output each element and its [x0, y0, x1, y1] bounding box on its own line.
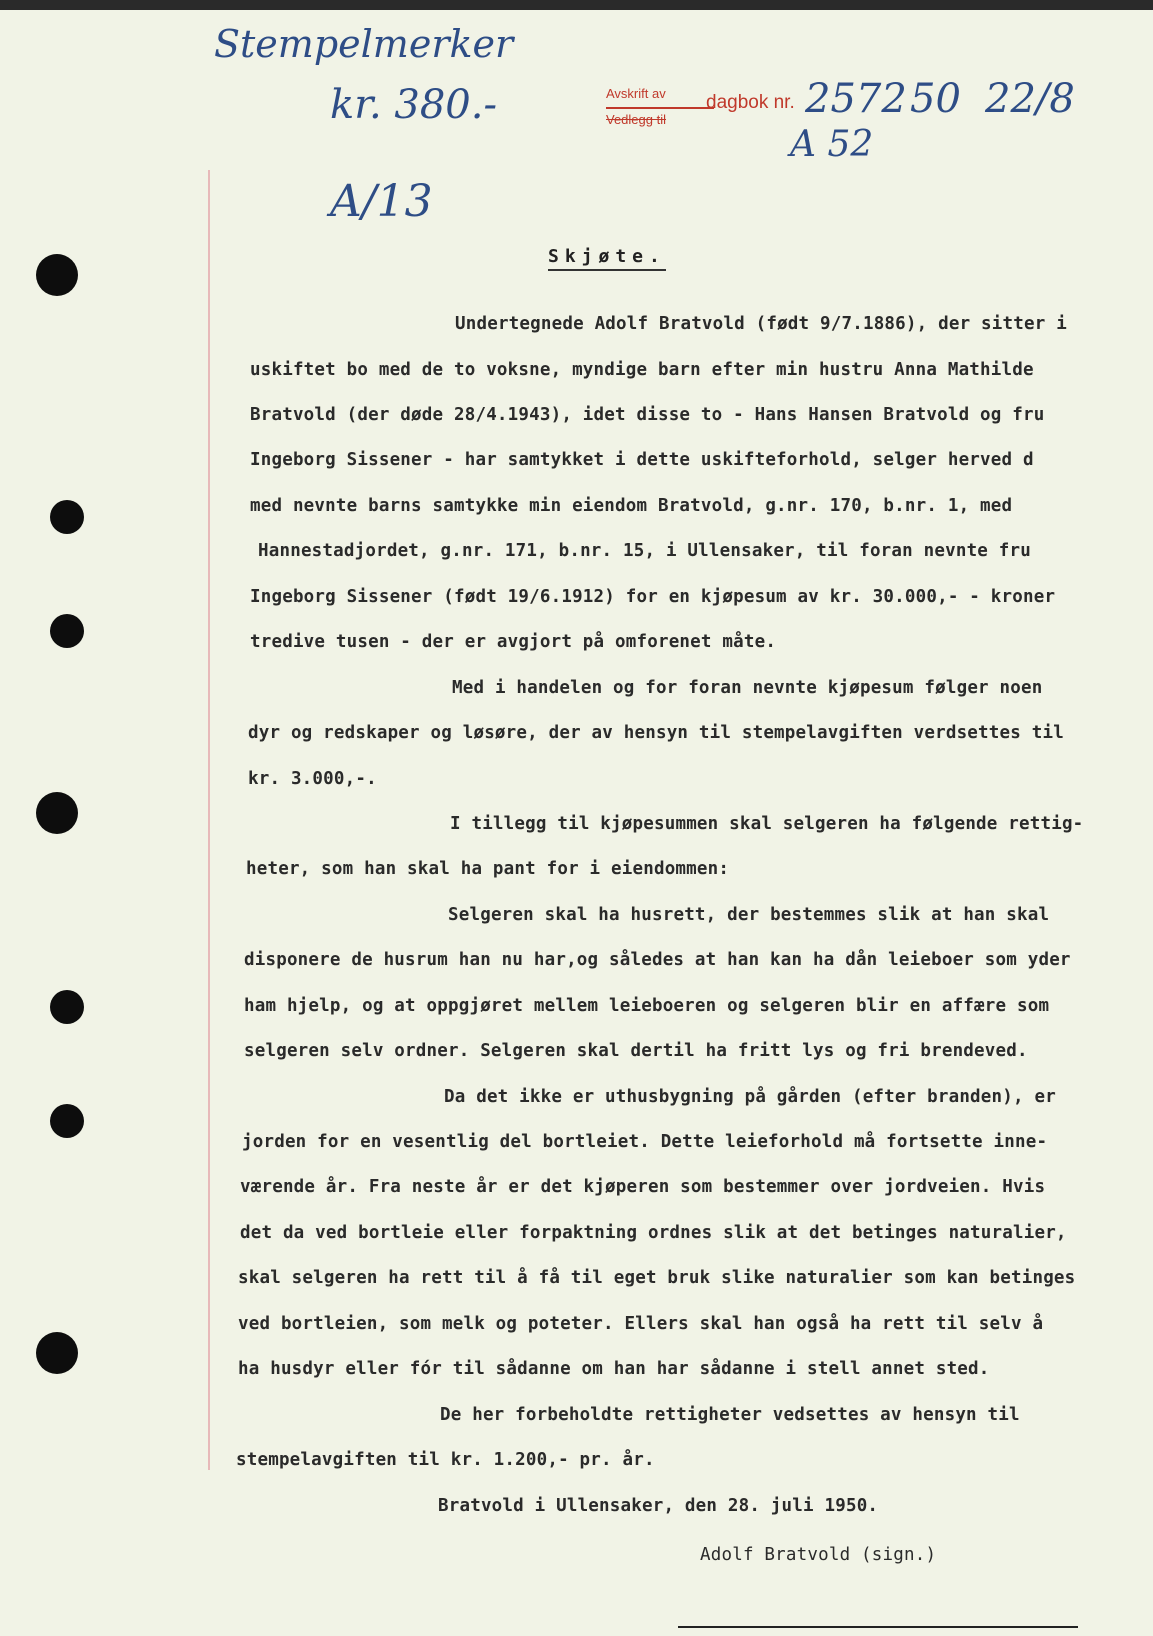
document-line: Selgeren skal ha husrett, der bestemmes slik at han skal — [448, 905, 1050, 925]
document-line: Med i handelen og for foran nevnte kjøpesum følger noen — [452, 678, 1043, 698]
document-line: med nevnte barns samtykke min eiendom Bratvold, g.nr. 170, b.nr. 1, med — [250, 496, 1013, 516]
punch-hole — [50, 614, 84, 648]
document-line: det da ved bortleie eller forpaktning ordnes slik at det betinges naturalier, — [240, 1223, 1067, 1243]
scan-edge — [0, 0, 1153, 10]
punch-hole — [36, 1332, 78, 1374]
document-line: Da det ikke er uthusbygning på gården (efter branden), er — [444, 1087, 1056, 1107]
punch-hole — [50, 990, 84, 1024]
document-line: ham hjelp, og at oppgjøret mellem leieboeren og selgeren blir en affære som — [244, 996, 1050, 1016]
document-line: Hannestadjordet, g.nr. 171, b.nr. 15, i Ullensaker, til foran nevnte fru — [258, 541, 1031, 561]
document-line: heter, som han skal ha pant for i eiendommen: — [246, 859, 730, 879]
document-line: ved bortleien, som melk og poteter. Ellers skal han også ha rett til selv å — [238, 1314, 1044, 1334]
document-line: værende år. Fra neste år er det kjøperen som bestemmer over jordveien. Hvis — [240, 1177, 1046, 1197]
handwritten-dagbok-date: 22/8 — [985, 76, 1075, 122]
signature-underline — [678, 1626, 1078, 1628]
stamp-dagbok-label: dagbok nr. — [706, 92, 795, 113]
punch-hole — [36, 792, 78, 834]
document-line: disponere de husrum han nu har,og således at han kan ha dån leieboer som yder — [244, 950, 1071, 970]
document-line: skal selgeren ha rett til å få til eget bruk slike naturalier som kan betinges — [238, 1268, 1076, 1288]
document-line: kr. 3.000,-. — [248, 769, 377, 789]
handwritten-amount: kr. 380.- — [330, 82, 497, 128]
handwritten-dagbok-number: 2572 — [805, 76, 907, 122]
document-line: I tillegg til kjøpesummen skal selgeren ha følgende rettig- — [450, 814, 1084, 834]
document-place-date: Bratvold i Ullensaker, den 28. juli 1950. — [438, 1496, 879, 1516]
document-line: ha husdyr eller fór til sådanne om han har sådanne i stell annet sted. — [238, 1359, 990, 1379]
document-line: Bratvold (der døde 28/4.1943), idet disse to - Hans Hansen Bratvold og fru — [250, 405, 1045, 425]
document-line: stempelavgiften til kr. 1.200,- pr. år. — [236, 1450, 655, 1470]
punch-hole — [50, 1104, 84, 1138]
margin-line — [208, 170, 210, 1470]
document-line: uskiftet bo med de to voksne, myndige barn efter min hustru Anna Mathilde — [250, 360, 1034, 380]
handwritten-dagbok-year: 50 — [910, 76, 961, 122]
document-signature: Adolf Bratvold (sign.) — [700, 1545, 937, 1565]
stamp-label-avskrift: Avskrift av — [606, 86, 666, 101]
handwritten-sub-number: A 52 — [790, 124, 874, 165]
handwritten-folio: A/13 — [330, 176, 433, 227]
stamp-label-vedlegg: Vedlegg til — [606, 112, 666, 127]
document-line: selgeren selv ordner. Selgeren skal dertil ha fritt lys og fri brendeved. — [244, 1041, 1028, 1061]
handwritten-header-note: Stempelmerker — [214, 22, 514, 66]
document-line: tredive tusen - der er avgjort på omforenet måte. — [250, 632, 777, 652]
stamp-divider — [606, 107, 714, 109]
document-line: De her forbeholdte rettigheter vedsettes av hensyn til — [440, 1405, 1020, 1425]
document-line: Ingeborg Sissener - har samtykket i dette uskifteforhold, selger herved d — [250, 450, 1034, 470]
punch-hole — [50, 500, 84, 534]
punch-hole — [36, 254, 78, 296]
document-line: Undertegnede Adolf Bratvold (født 9/7.1886), der sitter i — [455, 314, 1067, 334]
document-line: dyr og redskaper og løsøre, der av hensyn til stempelavgiften verdsettes til — [248, 723, 1064, 743]
document-line: Ingeborg Sissener (født 19/6.1912) for en kjøpesum av kr. 30.000,- - kroner — [250, 587, 1056, 607]
document-line: jorden for en vesentlig del bortleiet. Dette leieforhold må fortsette inne- — [242, 1132, 1048, 1152]
document-title: Skjøte. — [548, 246, 666, 271]
